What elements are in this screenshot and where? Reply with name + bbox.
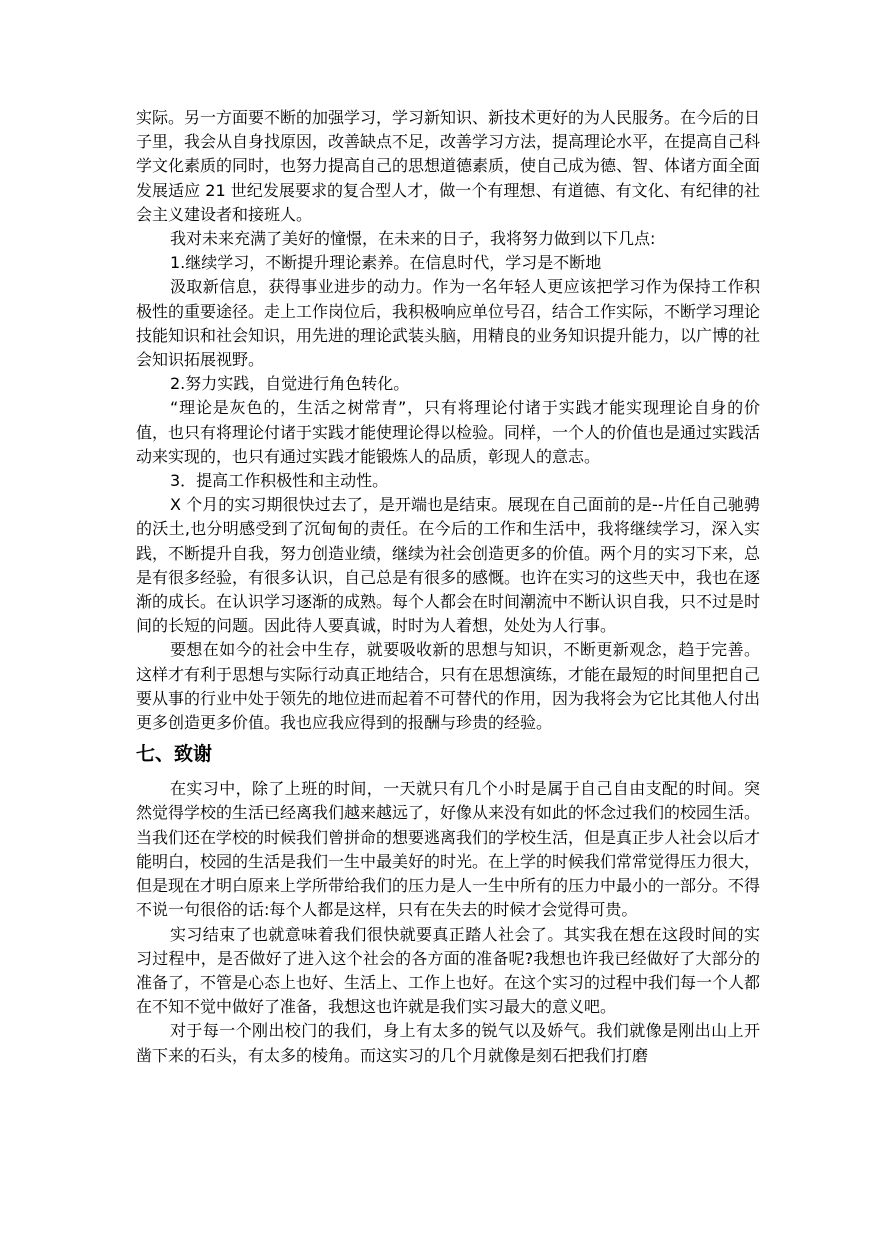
paragraph-graduates-sharpness: 对于每一个刚出校门的我们，身上有太多的锐气以及娇气。我们就像是刚出山上开凿下来的石头，有太多的棱角。而这实习的几个月就像是刻石把我们打磨 (136, 1021, 760, 1065)
document-page (136, 106, 760, 1068)
section-heading-acknowledgements: 七、致谢 (136, 743, 213, 766)
paragraph-point-2-body: “理论是灰色的，生活之树常青”，只有将理论付诸于实践才能实现理论自身的价值，也只有将理论付诸于实践才能使理论得以检验。同样，一个人的价值也是通过实践活动来实现的，也只有通过实践才能锻炼人的品质，彰现人的意志。 (136, 398, 761, 466)
paragraph-entering-society: 实习结束了也就意味着我们很快就要真正踏人社会了。其实我在想在这段时间的实习过程中，是否做好了进入这个社会的各方面的准备呢?我想也许我已经做好了大部分的准备了，不管是心态上也好、生活上、工作上也好。在这个实习的过程中我们每一个人都在不知不觉中做好了准备，我想这也许就是我们实习最大的意义吧。 (136, 924, 761, 1017)
paragraph-point-2-title: 2.努力实践，自觉进行角色转化。 (170, 374, 410, 394)
paragraph-survival-in-society: 要想在如今的社会中生存，就要吸收新的思想与知识，不断更新观念，趋于完善。这样才有利于思想与实际行动真正地结合，只有在思想演练，才能在最短的时间里把自己要从事的行业中处于领先的地位进而起着不可替代的作用，因为我将会为它比其他人付出更多创造更多价值。我也应我应得到的报酬与珍贵的经验。 (136, 640, 761, 733)
paragraph-internship-reflection: X 个月的实习期很快过去了，是开端也是结束。展现在自己面前的是--片任自己驰骋的沃土,也分明感受到了沉甸甸的责任。在今后的工作和生活中，我将继续学习，深入实践，不断提升自我，努力创造业绩，继续为社会创造更多的价值。两个月的实习下来，总是有很多经验，有很多认识，自己总是有很多的感慨。也许在实习的这些天中，我也在逐渐的成长。在认识学习逐渐的成熟。每个人都会在时间潮流中不断认识自我，只不过是时间的长短的问题。因此待人要真诚，时时为人着想，处处为人行事。 (136, 495, 761, 636)
paragraph-study-improvement: 实际。另一方面要不断的加强学习，学习新知识、新技术更好的为人民服务。在今后的日子里，我会从自身找原因，改善缺点不足，改善学习方法，提高理论水平，在提高自己科学文化素质的同时，也努力提高自己的思想道德素质，使自己成为德、智、体诸方面全面发展适应 21 世纪发展要求的复合型人才，做一个有理想、有道德、有文化、有纪律的社会主义建设者和接班人。 (136, 108, 761, 224)
paragraph-point-1-title: 1.继续学习，不断提升理论素养。在信息时代，学习是不断地 (170, 253, 602, 273)
paragraph-point-3-title: 3．提高工作积极性和主动性。 (170, 471, 389, 491)
paragraph-future-plans-intro: 我对未来充满了美好的憧憬，在未来的日子，我将努力做到以下几点: (170, 229, 656, 249)
paragraph-point-1-body: 汲取新信息，获得事业进步的动力。作为一名年轻人更应该把学习作为保持工作积极性的重要途径。走上工作岗位后，我积极响应单位号召，结合工作实际，不断学习理论技能知识和社会知识，用先进的理论武装头脑，用精良的业务知识提升能力，以广博的社会知识拓展视野。 (136, 277, 761, 370)
paragraph-campus-life: 在实习中，除了上班的时间，一天就只有几个小时是属于自己自由支配的时间。突然觉得学校的生活已经离我们越来越远了，好像从来没有如此的怀念过我们的校园生活。当我们还在学校的时候我们曾拼命的想要逃离我们的学校生活，但是真正步人社会以后才能明白，校园的生活是我们一生中最美好的时光。在上学的时候我们常常觉得压力很大，但是现在才明白原来上学所带给我们的压力是人一生中所有的压力中最小的一部分。不得不说一句很俗的话:每个人都是这样，只有在失去的时候才会觉得可贵。 (136, 779, 761, 920)
